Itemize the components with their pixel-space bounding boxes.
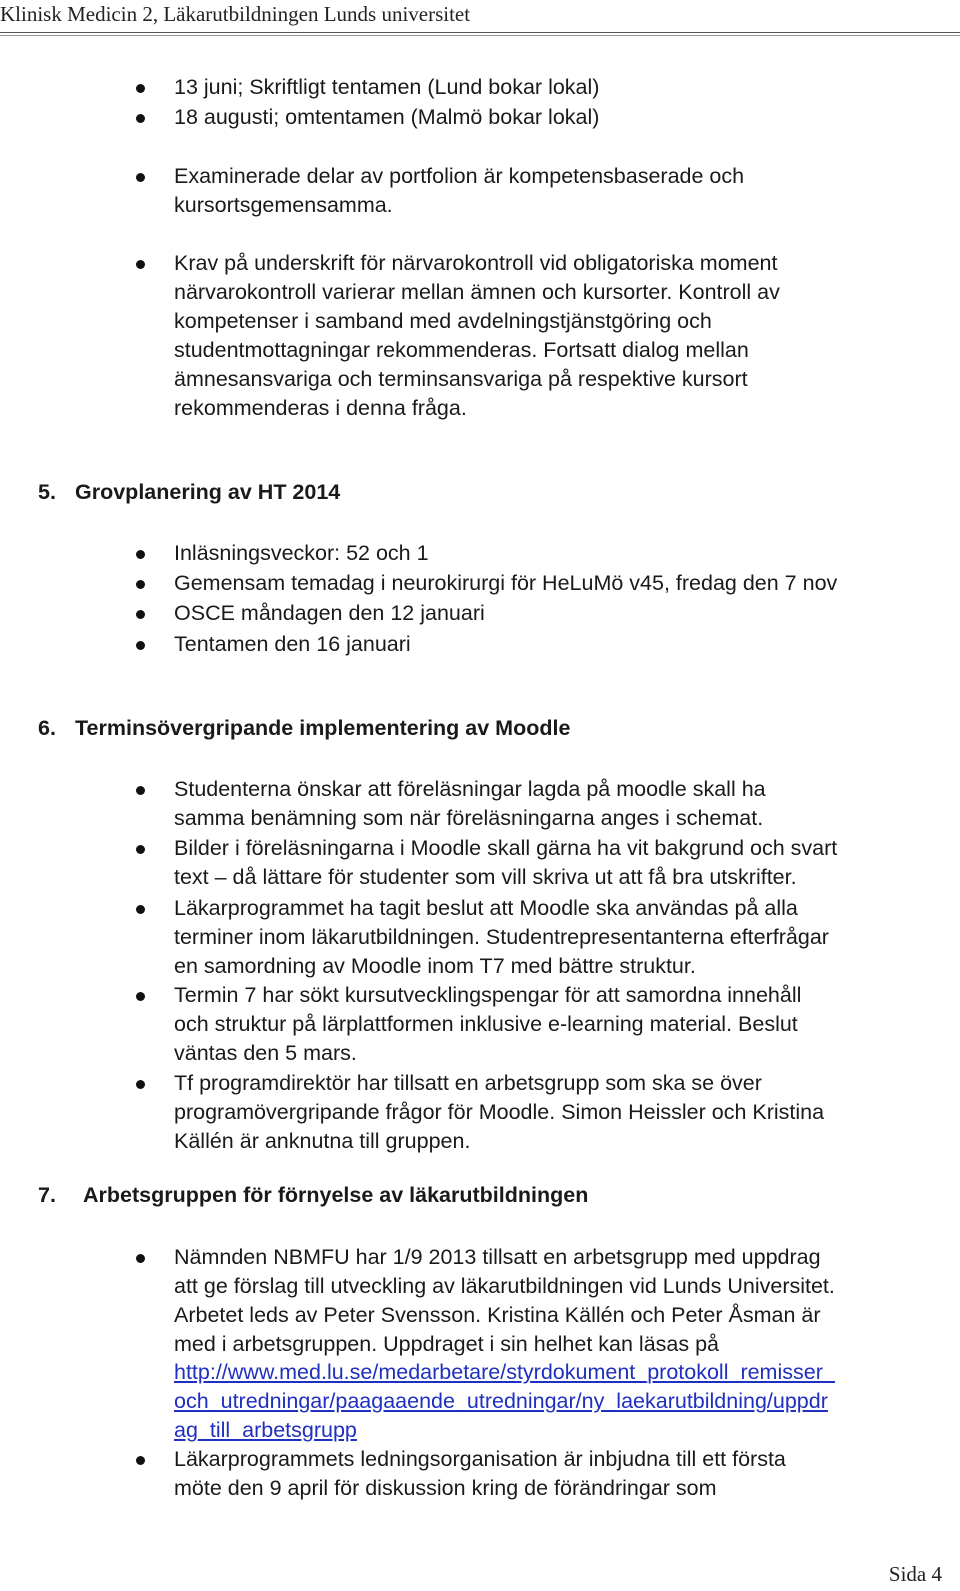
exam-date-item: 18 augusti; omtentamen (Malmö bokar lokal): [174, 105, 600, 129]
list-item-line: Läkarprogrammet ha tagit beslut att Moodle ska användas på alla: [174, 896, 798, 920]
list-item-line: Bilder i föreläsningarna i Moodle skall gärna ha vit bakgrund och svart: [174, 836, 838, 860]
section-title: Grovplanering av HT 2014: [75, 480, 341, 504]
document-link[interactable]: http://www.med.lu.se/medarbetare/styrdokument_protokoll_remisser_: [174, 1360, 835, 1384]
list-item-line: terminer inom läkarutbildningen. Studentrepresentanterna efterfrågar: [174, 925, 829, 949]
bullet-icon: [136, 786, 145, 795]
bullet-icon: [136, 550, 145, 559]
list-item-line: och struktur på lärplattformen inklusive e-learning material. Beslut: [174, 1012, 798, 1036]
list-item-line: kursortsgemensamma.: [174, 193, 393, 217]
list-item: Gemensam temadag i neurokirurgi för HeLuMö v45, fredag den 7 nov: [174, 571, 838, 595]
list-item-line: Arbetet leds av Peter Svensson. Kristina Källén och Peter Åsman är: [174, 1303, 821, 1327]
bullet-icon: [136, 610, 145, 619]
bullet-icon: [136, 1254, 145, 1263]
list-item-line: text – då lättare för studenter som vill skriva ut att få bra utskrifter.: [174, 865, 797, 889]
list-item-line: ämnesansvariga och terminsansvariga på respektive kursort: [174, 367, 748, 391]
list-item-line: Nämnden NBMFU har 1/9 2013 tillsatt en arbetsgrupp med uppdrag: [174, 1245, 821, 1269]
bullet-icon: [136, 114, 145, 123]
section-heading-7: [38, 1183, 588, 1208]
document-link[interactable]: ag_till_arbetsgrupp: [174, 1418, 357, 1442]
bullet-icon: [136, 845, 145, 854]
document-link[interactable]: och_utredningar/paagaaende_utredningar/ny_laekarutbildning/uppdr: [174, 1389, 828, 1413]
list-item-line: Läkarprogrammets ledningsorganisation är inbjudna till ett första: [174, 1447, 786, 1471]
list-item-line: Examinerade delar av portfolion är kompetensbaserade och: [174, 164, 745, 188]
page-number: Sida 4: [888, 1562, 942, 1586]
list-item-line: studentmottagningar rekommenderas. Fortsatt dialog mellan: [174, 338, 749, 362]
bullet-icon: [136, 1080, 145, 1089]
list-item-line: programövergripande frågor för Moodle. Simon Heissler och Kristina: [174, 1100, 825, 1124]
list-item-line: rekommenderas i denna fråga.: [174, 396, 467, 420]
list-item: Tentamen den 16 januari: [174, 632, 411, 656]
list-item-line: Krav på underskrift för närvarokontroll vid obligatoriska moment: [174, 251, 778, 275]
section-heading-6: [38, 716, 570, 741]
bullet-icon: [136, 905, 145, 914]
bullet-icon: [136, 580, 145, 589]
bullet-icon: [136, 260, 145, 269]
bullet-icon: [136, 992, 145, 1001]
section-number: 7.: [38, 1183, 56, 1207]
list-item-line: Källén är anknutna till gruppen.: [174, 1129, 471, 1153]
list-item-line: Tf programdirektör har tillsatt en arbetsgrupp som ska se över: [174, 1071, 762, 1095]
bullet-icon: [136, 641, 145, 650]
section-title: Arbetsgruppen för förnyelse av läkarutbildningen: [83, 1183, 589, 1207]
list-item-line: väntas den 5 mars.: [174, 1041, 357, 1065]
list-item-line: närvarokontroll varierar mellan ämnen och kursorter. Kontroll av: [174, 280, 780, 304]
bullet-icon: [136, 84, 145, 93]
exam-date-item: 13 juni; Skriftligt tentamen (Lund bokar lokal): [174, 75, 600, 99]
list-item: OSCE måndagen den 12 januari: [174, 601, 485, 625]
list-item-line: en samordning av Moodle inom T7 med bättre struktur.: [174, 954, 696, 978]
list-item-line: Studenterna önskar att föreläsningar lagda på moodle skall ha: [174, 777, 766, 801]
section-title: Terminsövergripande implementering av Moodle: [75, 716, 571, 740]
list-item-line: Termin 7 har sökt kursutvecklingspengar för att samordna innehåll: [174, 983, 802, 1007]
header-rule-bottom: [0, 35, 960, 36]
section-heading-5: [38, 480, 340, 505]
section-number: 6.: [38, 716, 56, 740]
list-item-line: att ge förslag till utveckling av läkarutbildningen vid Lunds Universitet.: [174, 1274, 835, 1298]
list-item-line: samma benämning som när föreläsningarna anges i schemat.: [174, 806, 764, 830]
header-rule-top: [0, 32, 960, 33]
section-number: 5.: [38, 480, 56, 504]
page-header: Klinisk Medicin 2, Läkarutbildningen Lunds universitet: [0, 2, 471, 26]
list-item-line: med i arbetsgruppen. Uppdraget i sin helhet kan läsas på: [174, 1332, 720, 1356]
list-item-line: möte den 9 april för diskussion kring de förändringar som: [174, 1476, 717, 1500]
list-item-line: kompetenser i samband med avdelningstjänstgöring och: [174, 309, 712, 333]
bullet-icon: [136, 173, 145, 182]
list-item: Inläsningsveckor: 52 och 1: [174, 541, 429, 565]
bullet-icon: [136, 1456, 145, 1465]
